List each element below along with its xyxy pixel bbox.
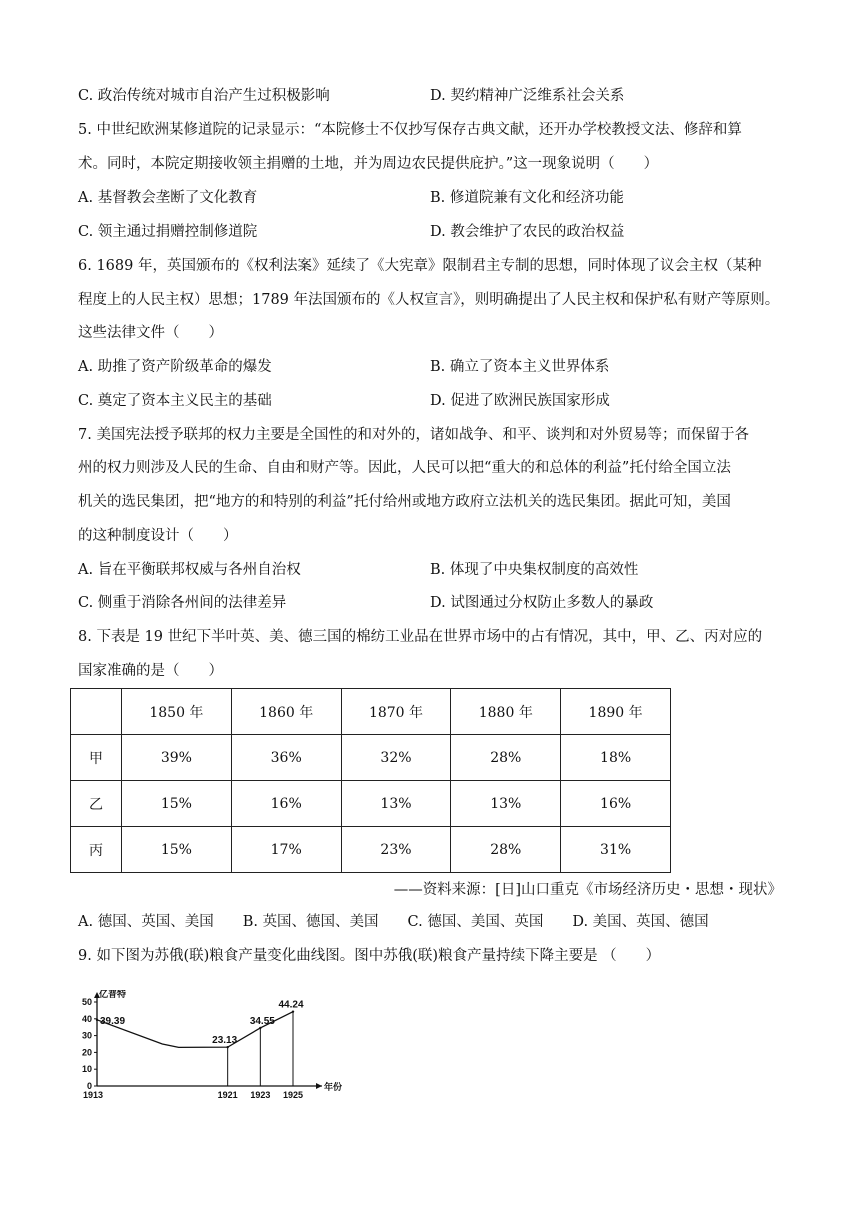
q8-stem-line2: 国家准确的是（ ） bbox=[78, 663, 223, 679]
table-header-cell: 1850 年 bbox=[122, 689, 232, 735]
q5-stem-line2: 术。同时，本院定期接收领主捐赠的土地，并为周边农民提供庇护。”这一现象说明（ ） bbox=[78, 156, 659, 172]
data-label: 23.13 bbox=[212, 1035, 238, 1047]
table-header-cell bbox=[71, 689, 122, 735]
data-label: 39.39 bbox=[100, 1015, 126, 1027]
table-row-label: 甲 bbox=[71, 735, 122, 781]
q7-option-b: B. 体现了中央集权制度的高效性 bbox=[430, 562, 639, 578]
data-point bbox=[96, 1019, 98, 1021]
q6-option-c: C. 奠定了资本主义民主的基础 bbox=[78, 393, 272, 409]
q6-option-a: A. 助推了资产阶级革命的爆发 bbox=[78, 359, 272, 375]
q8-stem-line1: 8. 下表是 19 世纪下半叶英、美、德三国的棉纺工业品在世界市场中的占有情况，其中，甲、乙、丙对应的 bbox=[78, 629, 763, 645]
q7-stem-line4: 的这种制度设计（ ） bbox=[78, 528, 238, 544]
q6-option-b: B. 确立了资本主义世界体系 bbox=[430, 359, 610, 375]
table-source-note: ——资料来源：[日]山口重克《市场经济历史・思想・现状》 bbox=[393, 882, 782, 898]
table-row-label: 丙 bbox=[71, 827, 122, 873]
y-tick-label: 40 bbox=[81, 1013, 92, 1024]
table-cell: 31% bbox=[561, 827, 671, 873]
table-cell: 18% bbox=[561, 735, 671, 781]
q5-option-d: D. 教会维护了农民的政治权益 bbox=[430, 224, 625, 240]
table-row bbox=[71, 781, 671, 827]
table-row-label: 乙 bbox=[71, 781, 122, 827]
data-point bbox=[226, 1046, 228, 1048]
q4-option-c: C. 政治传统对城市自治产生过积极影响 bbox=[78, 88, 330, 104]
q6-stem-line2: 程度上的人民主权）思想；1789 年法国颁布的《人权宣言》，则明确提出了人民主权和保护私有财产等原则。 bbox=[78, 292, 780, 308]
y-tick-label: 0 bbox=[86, 1081, 92, 1091]
data-point bbox=[292, 1010, 294, 1012]
table-cell: 39% bbox=[122, 735, 232, 781]
y-tick-label: 10 bbox=[81, 1064, 92, 1075]
table-cell: 17% bbox=[231, 827, 341, 873]
table-row bbox=[71, 827, 671, 873]
x-tick-label: 1921 bbox=[217, 1090, 238, 1100]
q6-stem-line3: 这些法律文件（ ） bbox=[78, 325, 223, 341]
table-header-cell: 1880 年 bbox=[451, 689, 561, 735]
q5-option-c: C. 领主通过捐赠控制修道院 bbox=[78, 224, 258, 240]
q7-stem-line3: 机关的选民集团，把“地方的和特别的利益”托付给州或地方政府立法机关的选民集团。据此可知，美国 bbox=[78, 494, 731, 510]
y-tick-label: 30 bbox=[81, 1030, 92, 1041]
q5-option-a: A. 基督教会垄断了文化教育 bbox=[78, 190, 258, 206]
table-cell: 13% bbox=[341, 781, 451, 827]
q9-stem: 9. 如下图为苏俄(联)粮食产量变化曲线图。图中苏俄(联)粮食产量持续下降主要是 （ ） bbox=[78, 948, 661, 964]
table-cell: 13% bbox=[451, 781, 561, 827]
data-label: 44.24 bbox=[278, 999, 304, 1011]
x-tick-label: 1923 bbox=[250, 1090, 271, 1100]
x-axis-arrow bbox=[316, 1083, 322, 1089]
x-tick-label: 1913 bbox=[83, 1090, 104, 1100]
table-header-cell: 1890 年 bbox=[561, 689, 671, 735]
data-label: 34.55 bbox=[249, 1015, 275, 1027]
q7-option-c: C. 侧重于消除各州间的法律差异 bbox=[78, 595, 287, 611]
q7-stem-line1: 7. 美国宪法授予联邦的权力主要是全国性的和对外的，诸如战争、和平、谈判和对外贸易等；而保留于各 bbox=[78, 427, 749, 443]
data-point bbox=[259, 1027, 261, 1029]
table-cell: 32% bbox=[341, 735, 451, 781]
y-tick-label: 20 bbox=[81, 1047, 92, 1058]
q4-option-d: D. 契约精神广泛维系社会关系 bbox=[430, 88, 625, 104]
table-cell: 23% bbox=[341, 827, 451, 873]
market-share-table bbox=[70, 688, 671, 873]
q7-option-d: D. 试图通过分权防止多数人的暴政 bbox=[430, 595, 654, 611]
table-cell: 16% bbox=[561, 781, 671, 827]
table-cell: 28% bbox=[451, 827, 561, 873]
q6-stem-line1: 6. 1689 年，英国颁布的《权利法案》延续了《大宪章》限制君主专制的思想，同时体现了议会主权（某种 bbox=[78, 258, 762, 274]
table-cell: 16% bbox=[231, 781, 341, 827]
q8-options: A. 德国、英国、美国 B. 英国、德国、美国 C. 德国、美国、英国 D. 美国、英国、德国 bbox=[78, 914, 709, 930]
table-cell: 28% bbox=[451, 735, 561, 781]
table-cell: 15% bbox=[122, 827, 232, 873]
x-tick-label: 1925 bbox=[282, 1090, 304, 1100]
table-header-cell: 1860 年 bbox=[231, 689, 341, 735]
y-axis-label: 亿普特 bbox=[99, 990, 127, 999]
q5-stem-line1: 5. 中世纪欧洲某修道院的记录显示：“本院修士不仅抄写保存古典文献，还开办学校教授文法、修辞和算 bbox=[78, 122, 742, 138]
table-cell: 36% bbox=[231, 735, 341, 781]
grain-output-chart bbox=[70, 990, 350, 1105]
table-header-cell: 1870 年 bbox=[341, 689, 451, 735]
table-row bbox=[71, 735, 671, 781]
table-cell: 15% bbox=[122, 781, 232, 827]
q7-stem-line2: 州的权力则涉及人民的生命、自由和财产等。因此，人民可以把“重大的和总体的利益”托付给全国立法 bbox=[78, 460, 731, 476]
q7-option-a: A. 旨在平衡联邦权威与各州自治权 bbox=[78, 562, 301, 578]
x-axis-label: 年份 bbox=[324, 1082, 343, 1092]
y-tick-label: 50 bbox=[81, 997, 92, 1007]
q6-option-d: D. 促进了欧洲民族国家形成 bbox=[430, 393, 610, 409]
q5-option-b: B. 修道院兼有文化和经济功能 bbox=[430, 190, 624, 206]
table-header-row bbox=[71, 689, 671, 735]
